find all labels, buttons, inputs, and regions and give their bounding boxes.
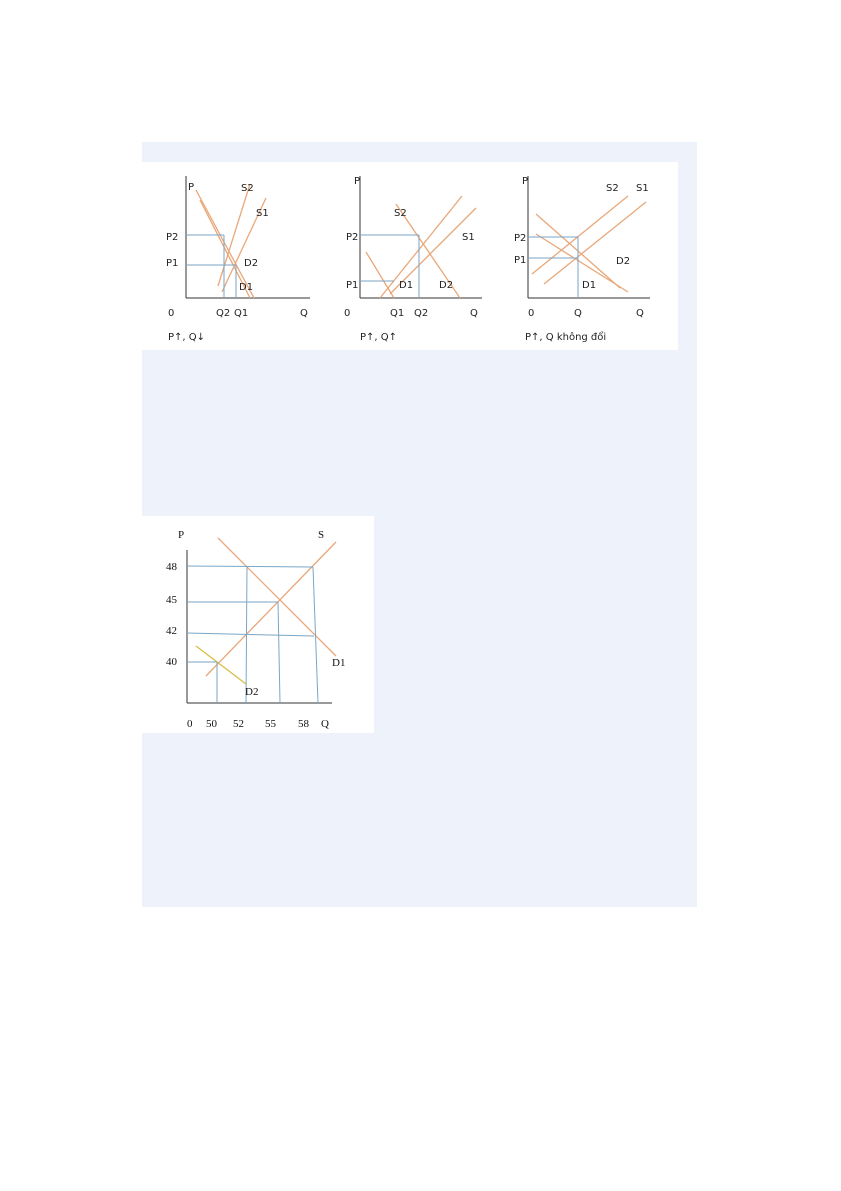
graph-4-supply-label: S (318, 529, 325, 541)
graph-3-caption: P↑, Q không đổi (525, 332, 607, 343)
graph-3-s1-label: S1 (636, 183, 649, 194)
graph-4-price-48-guide (187, 566, 313, 567)
graph-1-p1-label: P1 (166, 258, 179, 269)
graph-2-s2-label: S2 (394, 208, 407, 219)
graph-3-p1-label: P1 (514, 255, 527, 266)
graph-2 (344, 176, 482, 343)
graph-1-q1-label: Q1 (234, 308, 249, 319)
graph-3 (514, 176, 650, 343)
graph-4-quantity-52-guide (246, 566, 247, 703)
graph-4-quantity-tick-52: 52 (233, 718, 244, 730)
graph-1-caption: P↑, Q↓ (168, 332, 206, 343)
graph-2-q1-label: Q1 (390, 308, 405, 319)
graph-4-price-tick-40: 40 (166, 656, 177, 668)
graph-2-s1-label: S1 (462, 232, 475, 243)
graph-1-d1-label: D1 (239, 282, 254, 293)
numeric-supply-demand-figure (142, 516, 374, 733)
numeric-supply-demand-graph (142, 516, 374, 733)
graph-4-quantity-tick-58: 58 (298, 718, 309, 730)
graph-2-caption: P↑, Q↑ (360, 332, 398, 343)
graph-3-d2-label: D2 (616, 256, 631, 267)
graph-1-q-axis-label: Q (300, 308, 308, 319)
graph-2-q-axis-label: Q (470, 308, 478, 319)
graph-3-d1-label: D1 (582, 280, 597, 291)
graph-3-origin-label: 0 (528, 308, 535, 319)
graph-1-s1-label: S1 (256, 208, 269, 219)
graph-3-p-axis-label: P (522, 176, 529, 187)
supply-demand-figure-row (142, 162, 678, 350)
graph-4-price-tick-48: 48 (166, 561, 177, 573)
graph-1 (166, 176, 310, 343)
graph-2-p-axis-label: P (354, 176, 361, 187)
graph-1-s2-label: S2 (241, 183, 254, 194)
graph-4-quantity-tick-55: 55 (265, 718, 276, 730)
graph-3-p2-label: P2 (514, 233, 527, 244)
graph-1-p-axis-label: P (188, 182, 195, 193)
graph-4-quantity-58-guide (313, 567, 318, 703)
graph-4-q-axis-label: Q (321, 718, 329, 730)
graph-1-q2-label: Q2 (216, 308, 231, 319)
graph-4-quantity-tick-50: 50 (206, 718, 217, 730)
graph-3-q-label: Q (574, 308, 582, 319)
graph-4-p-axis-label: P (178, 529, 185, 541)
graph-4-demand1-label: D1 (332, 657, 346, 669)
graph-2-d2-label: D2 (439, 280, 454, 291)
graph-4-demand-curve-d2 (196, 646, 246, 684)
graph-3-s2-label: S2 (606, 183, 619, 194)
graph-2-d1-label: D1 (399, 280, 414, 291)
graph-4-quantity-55-guide (278, 602, 280, 703)
graph-2-demand-curve-d1 (366, 252, 394, 298)
graph-4-price-tick-45: 45 (166, 594, 177, 606)
graph-2-p1-label: P1 (346, 280, 359, 291)
graph-2-q2-label: Q2 (414, 308, 429, 319)
graph-3-q-axis-label: Q (636, 308, 644, 319)
graph-4-origin-label: 0 (187, 718, 193, 730)
graph-4-demand2-label: D2 (245, 686, 259, 698)
supply-demand-sketches (142, 162, 678, 350)
graph-1-origin-label: 0 (168, 308, 175, 319)
graph-2-p2-label: P2 (346, 232, 359, 243)
graph-1-p2-label: P2 (166, 232, 179, 243)
graph-1-d2-label: D2 (244, 258, 259, 269)
graph-4-demand-curve-d1 (218, 538, 336, 656)
graph-4-price-tick-42: 42 (166, 625, 177, 637)
graph-4-price-42-guide (187, 633, 314, 636)
graph-2-origin-label: 0 (344, 308, 351, 319)
